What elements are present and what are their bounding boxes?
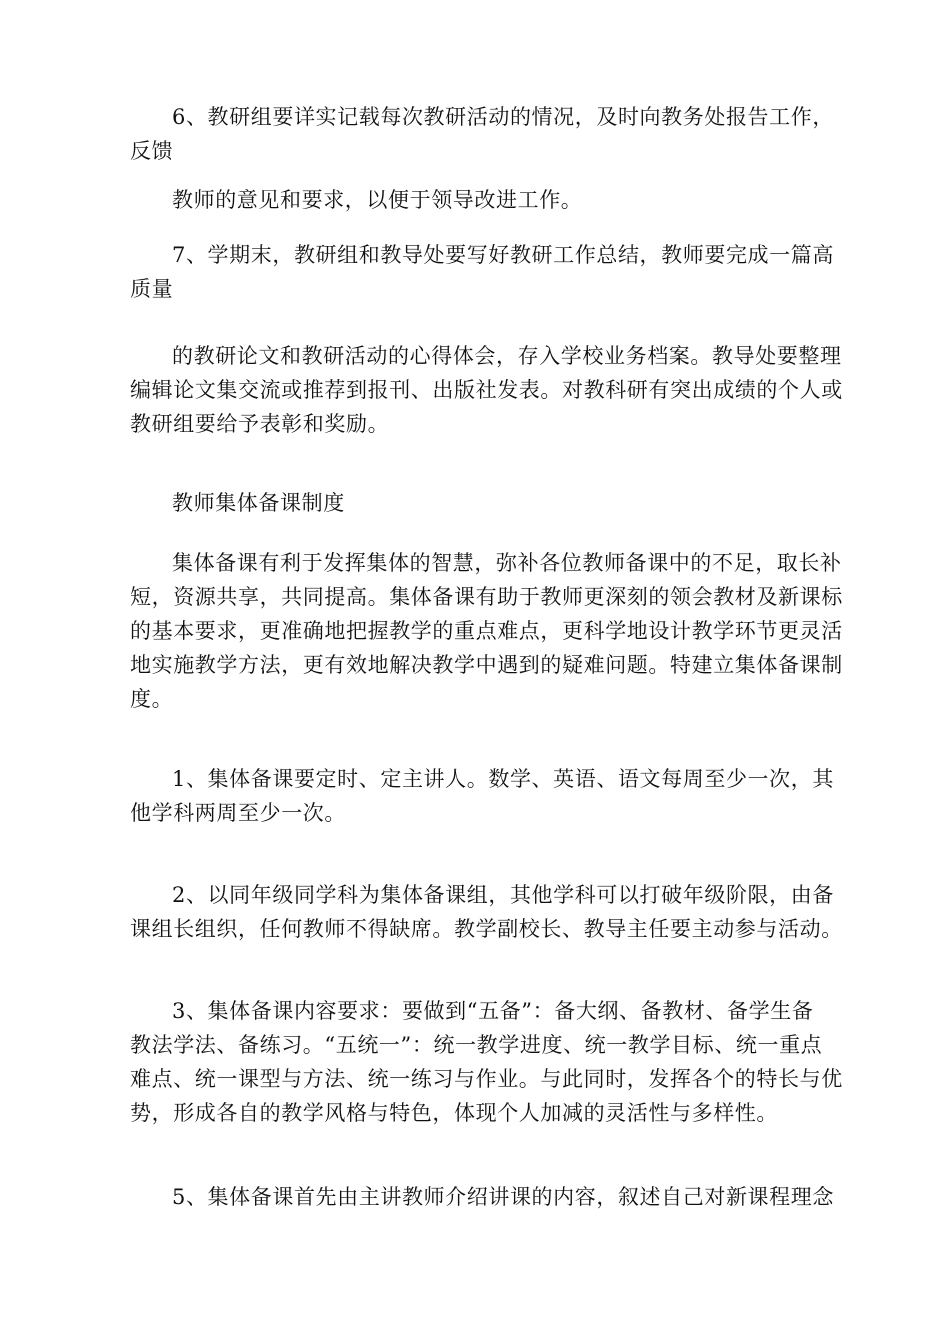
text-line: 编辑论文集交流或推荐到报刊、出版社发表。对教科研有突出成绩的个人或 <box>130 378 843 402</box>
text-line: 度。 <box>130 687 174 711</box>
text-line: 反馈 <box>130 139 174 163</box>
paragraph-item-7 <box>130 238 850 306</box>
paragraph-continuation <box>130 339 850 441</box>
text-line: 3、集体备课内容要求：要做到“五备”：备大纲、备教材、备学生备 <box>172 999 814 1023</box>
text-line: 短，资源共享，共同提高。集体备课有助于教师更深刻的领会教材及新课标 <box>130 585 843 609</box>
text-line: 的教研论文和教研活动的心得体会，存入学校业务档案。教导处要整理 <box>172 344 842 368</box>
text-line: 质量 <box>130 277 174 301</box>
text-line: 教研组要给予表彰和奖励。 <box>130 412 390 436</box>
paragraph-item-6 <box>130 100 850 168</box>
text-line: 2、以同年级同学科为集体备课组，其他学科可以打破年级阶限，由备 <box>172 883 834 907</box>
text-line: 课组长组织，任何教师不得缺席。教学副校长、教导主任要主动参与活动。 <box>130 917 843 941</box>
heading-text: 教师集体备课制度 <box>172 491 345 515</box>
paragraph-item-5 <box>130 1180 850 1214</box>
paragraph-item-2 <box>130 878 850 946</box>
text-line: 5、集体备课首先由主讲教师介绍讲课的内容，叙述自己对新课程理念 <box>172 1185 834 1209</box>
text-line: 难点、统一课型与方法、统一练习与作业。与此同时，发挥各个的特长与优 <box>130 1067 843 1091</box>
text-line: 的基本要求，更准确地把握教学的重点难点，更科学地设计教学环节更灵活 <box>130 619 843 643</box>
paragraph-continuation <box>130 183 850 217</box>
text-line: 他学科两周至少一次。 <box>130 801 346 825</box>
paragraph-item-1 <box>130 762 850 830</box>
text-line: 7、学期末，教研组和教导处要写好教研工作总结，教师要完成一篇高 <box>172 243 834 267</box>
text-line: 地实施教学方法，更有效地解决教学中遇到的疑难问题。特建立集体备课制 <box>130 653 843 677</box>
text-line: 教法学法、备练习。“五统一”：统一教学进度、统一教学目标、统一重点 <box>130 1033 823 1057</box>
text-line: 势，形成各自的教学风格与特色，体现个人加减的灵活性与多样性。 <box>130 1101 778 1125</box>
paragraph-intro <box>130 546 850 716</box>
text-line: 1、集体备课要定时、定主讲人。数学、英语、语文每周至少一次，其 <box>172 767 834 791</box>
text-line: 集体备课有利于发挥集体的智慧，弥补各位教师备课中的不足，取长补 <box>172 551 842 575</box>
text-line: 教师的意见和要求，以便于领导改进工作。 <box>172 188 583 212</box>
text-line: 6、教研组要详实记载每次教研活动的情况，及时向教务处报告工作， <box>172 105 834 129</box>
section-heading <box>130 486 850 520</box>
paragraph-item-3 <box>130 994 850 1130</box>
